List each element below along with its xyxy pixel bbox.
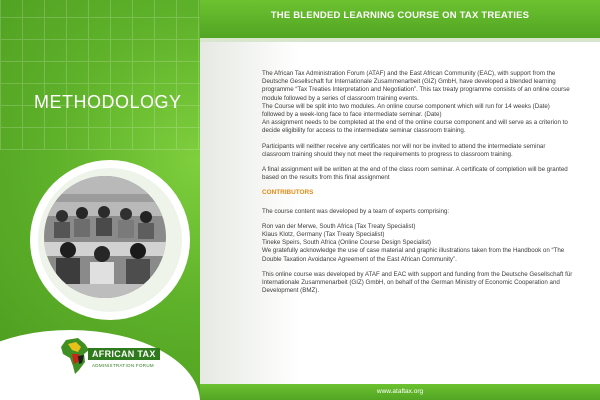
methodology-content — [262, 70, 574, 302]
page-title: THE BLENDED LEARNING COURSE ON TAX TREATIES — [270, 10, 530, 21]
classroom-photo-image — [44, 176, 166, 298]
logo-name: AFRICAN TAX — [88, 348, 160, 360]
funding-paragraph: This online course was developed by ATAF and EAC with support and funding from the Deutsche Gesellschaft für Internationale Zusammenarbeit (GIZ) GmbH, on behalf of the German Ministry of Economic Cooperation and Development (BMZ). — [262, 270, 573, 295]
modules-paragraph: The Course will be split into two modules. An online course component which will run for 14 weeks (Date) followed by a week-long face to face intermediate seminar. (Date) — [262, 102, 550, 119]
assignment-paragraph: An assignment needs to be completed at the end of the online course component and will serve as a criterion to decide eligibility for access to the intermediate seminar classroom training. — [262, 119, 568, 135]
certificate-requirements-paragraph: Participants will neither receive any certificates nor will nor be invited to attend the intermediate seminar classroom training should they not meet the requirements to progress to classroom training. — [262, 142, 546, 158]
contributor-item: Ron van der Merwe, South Africa (Tax Treaty Specialist) — [262, 222, 416, 230]
ataf-logo — [58, 336, 198, 376]
header-bar — [200, 0, 600, 38]
final-assignment-paragraph: A final assignment will be written at the end of the class room seminar. A certificate of completion will be granted based on the results from this final assignment — [262, 166, 568, 182]
contributors-intro: The course content was developed by a team of experts comprising: — [262, 207, 450, 215]
logo-subtitle: ADMINISTRATION FORUM — [92, 363, 154, 368]
footer-bar — [200, 384, 600, 400]
contributor-list — [262, 223, 574, 248]
website-link[interactable]: www.ataftax.org — [376, 388, 424, 395]
intro-paragraph: The African Tax Administration Forum (ATAF) and the East African Community (EAC), with support from the Deutsche Gesellschaft fur Internationale Zusammenarbeit (GIZ) GmbH, have developed a blended learning programme “Tax Treaties Interpretation and Negotiation”. This tax treaty programme consists of an online course module followed by a series of classroom training events. — [262, 70, 570, 102]
africa-map-icon — [58, 336, 92, 376]
acknowledgement-paragraph: We gratefully acknowledge the use of case material and graphic illustrations taken from the Handbook on “The Double Taxation Avoidance Agreement of the East African Community”. — [262, 247, 565, 263]
classroom-photo — [44, 176, 166, 298]
contributors-heading: CONTRIBUTORS — [262, 189, 314, 197]
grid-decoration — [0, 0, 200, 150]
contributor-item: Klaus Klotz, Germany (Tax Treaty Specialist) — [262, 231, 385, 239]
section-title: METHODOLOGY — [34, 92, 182, 112]
contributor-item: Tineke Speirs, South Africa (Online Course Design Specialist) — [262, 239, 431, 247]
header-edge-decoration — [200, 38, 600, 42]
